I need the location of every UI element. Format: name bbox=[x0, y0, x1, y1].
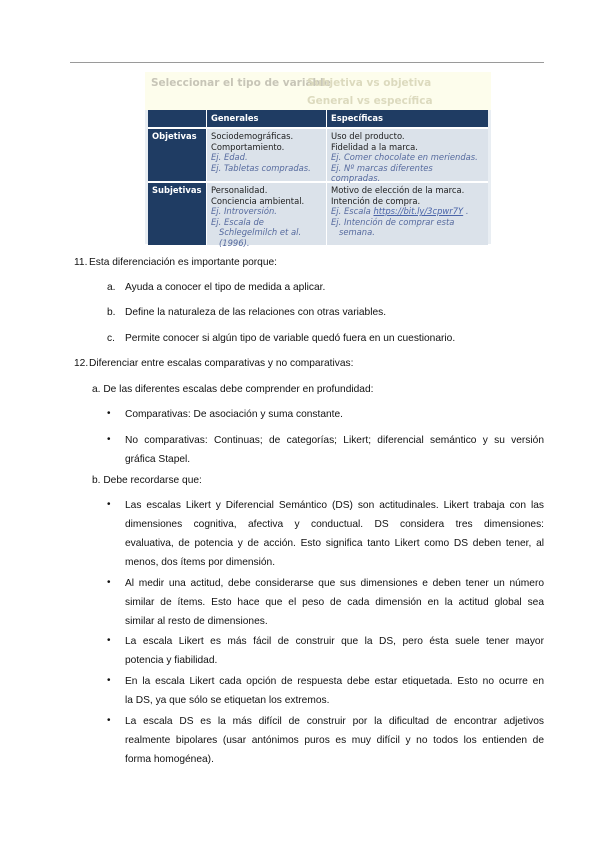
header-cell-generales: Generales bbox=[206, 110, 326, 127]
table-row bbox=[148, 181, 488, 248]
bullet-symbol: • bbox=[107, 635, 111, 646]
bullet-text-line: forma homogénea). bbox=[125, 754, 214, 765]
figure-header bbox=[145, 72, 491, 110]
table-row bbox=[148, 127, 488, 184]
q12-b-bullet-2 bbox=[125, 574, 544, 631]
q11-text: Esta diferenciación es importante porque: bbox=[89, 257, 278, 268]
cell-line: Comportamiento. bbox=[211, 141, 285, 152]
q12-a-bullet-2 bbox=[125, 431, 544, 469]
bullet-symbol: • bbox=[107, 434, 111, 445]
variable-type-table bbox=[148, 110, 488, 248]
cell-example: Ej. Escala de Schlegelmilch et al. (1996). bbox=[211, 216, 302, 248]
bullet-text-line: potencia y fiabilidad. bbox=[125, 655, 218, 666]
option-subjective-objective: Subjetiva vs objetiva bbox=[307, 77, 432, 89]
cell-line: Conciencia ambiental. bbox=[211, 195, 305, 206]
cell-example: Ej. Tabletas compradas. bbox=[211, 162, 311, 173]
bullet-text-line: No comparativas: Continuas; de categorías; Likert; diferencial semántico y su versión bbox=[125, 435, 544, 446]
cell-line: Uso del producto. bbox=[331, 131, 405, 141]
q11-option-b-text: Define la naturaleza de las relaciones con otras variables. bbox=[125, 307, 387, 318]
cell-line: Intención de compra. bbox=[331, 195, 421, 206]
bullet-text-line: La escala DS es la más difícil de construir por la dificultad de encontrar adjetivos bbox=[125, 716, 544, 727]
table-header-row bbox=[148, 110, 488, 127]
cell-subjetivas-generales bbox=[206, 183, 326, 248]
option-general-specific: General vs específica bbox=[307, 95, 433, 107]
cell-example: Ej. Intención de comprar esta semana. bbox=[331, 216, 455, 238]
q11-number: 11. bbox=[74, 257, 88, 268]
q11-option-a-letter: a. bbox=[107, 282, 116, 293]
bullet-text-line: la DS, ya que sólo se etiquetan los extremos. bbox=[125, 695, 330, 706]
row-label-subjetivas: Subjetivas bbox=[148, 183, 206, 245]
header-rule bbox=[70, 62, 544, 63]
bullet-symbol: • bbox=[107, 715, 111, 726]
cell-example: Ej. Nº marcas diferentes compradas. bbox=[331, 162, 433, 184]
link-suffix: . bbox=[463, 206, 469, 217]
bullet-symbol: • bbox=[107, 675, 111, 686]
bullet-symbol: • bbox=[107, 499, 111, 510]
cell-example: Ej. Introversión. bbox=[211, 206, 277, 217]
q11-option-c-letter: c. bbox=[107, 333, 115, 344]
q11-option-b-letter: b. bbox=[107, 307, 116, 318]
bullet-text-line: Las escalas Likert y Diferencial Semántico (DS) son actitudinales. Likert trabaja con las bbox=[125, 500, 544, 511]
bullet-text-line: dimensiones cognitiva, afectiva y conductual. DS considera tres dimensiones: bbox=[125, 519, 544, 530]
cell-example: Ej. Edad. bbox=[211, 152, 248, 163]
bullet-symbol: • bbox=[107, 577, 111, 588]
header-cell-especificas: Específicas bbox=[326, 110, 488, 127]
q11-option-c-text: Permite conocer si algún tipo de variable quedó fuera en un cuestionario. bbox=[125, 333, 456, 344]
q12-part-a-title: a. De las diferentes escalas debe comprender en profundidad: bbox=[92, 384, 374, 395]
select-variable-label: Seleccionar el tipo de variable bbox=[151, 77, 331, 89]
cell-objetivas-especificas bbox=[326, 129, 488, 184]
bitly-link[interactable]: https://bit.ly/3cpwr7Y bbox=[373, 206, 464, 217]
q12-b-bullet-3 bbox=[125, 632, 544, 670]
header-cell-empty bbox=[148, 110, 206, 127]
link-prefix: Ej. Escala bbox=[331, 206, 374, 217]
bullet-text-line: similar al resto de dimensiones. bbox=[125, 616, 268, 627]
q12-b-bullet-1 bbox=[125, 496, 544, 572]
cell-line: Personalidad. bbox=[211, 185, 268, 195]
q11-option-a-text: Ayuda a conocer el tipo de medida a aplicar. bbox=[125, 282, 326, 293]
cell-line: Sociodemográficas. bbox=[211, 131, 294, 141]
bullet-symbol: • bbox=[107, 408, 111, 419]
cell-subjetivas-especificas bbox=[326, 183, 488, 245]
cell-example-link-line bbox=[331, 206, 484, 217]
bullet-text-line: menos, dos ítems por dimensión. bbox=[125, 557, 276, 568]
bullet-text-line: La escala Likert es más fácil de construir que la DS, pero ésta suele tener mayor bbox=[125, 636, 544, 647]
bullet-text-line: Comparativas: De asociación y suma constante. bbox=[125, 409, 344, 420]
q12-b-bullet-5 bbox=[125, 712, 544, 769]
variable-type-figure bbox=[145, 72, 491, 248]
cell-example: Ej. Comer chocolate en meriendas. bbox=[331, 152, 478, 163]
cell-objetivas-generales bbox=[206, 129, 326, 181]
bullet-text-line: Al medir una actitud, debe considerarse que sus dimensiones e deben tener un número bbox=[125, 578, 544, 589]
cell-line: Fidelidad a la marca. bbox=[331, 141, 418, 152]
bullet-text-line: gráfica Stapel. bbox=[125, 454, 191, 465]
row-label-objetivas: Objetivas bbox=[148, 129, 206, 181]
q12-b-bullet-4 bbox=[125, 672, 544, 710]
bullet-text-line: En la escala Likert cada opción de respuesta debe estar etiquetada. Esto no ocurre en bbox=[125, 676, 544, 687]
q12-text: Diferenciar entre escalas comparativas y no comparativas: bbox=[89, 358, 354, 369]
q12-number: 12. bbox=[74, 358, 89, 369]
bullet-text-line: evaluativa, de potencia y de acción. Esto significa tanto Likert como DS deben tener, al bbox=[125, 538, 544, 549]
cell-line: Motivo de elección de la marca. bbox=[331, 185, 465, 195]
bullet-text-line: similar de ítems. Esto hace que el peso de cada dimensión en la actitud global sea bbox=[125, 597, 544, 608]
q12-part-b-title: b. Debe recordarse que: bbox=[92, 475, 202, 486]
q12-a-bullet-1 bbox=[125, 405, 544, 424]
bullet-text-line: realmente bipolares (usar antónimos puros es muy difícil y no todos los entienden de bbox=[125, 735, 544, 746]
